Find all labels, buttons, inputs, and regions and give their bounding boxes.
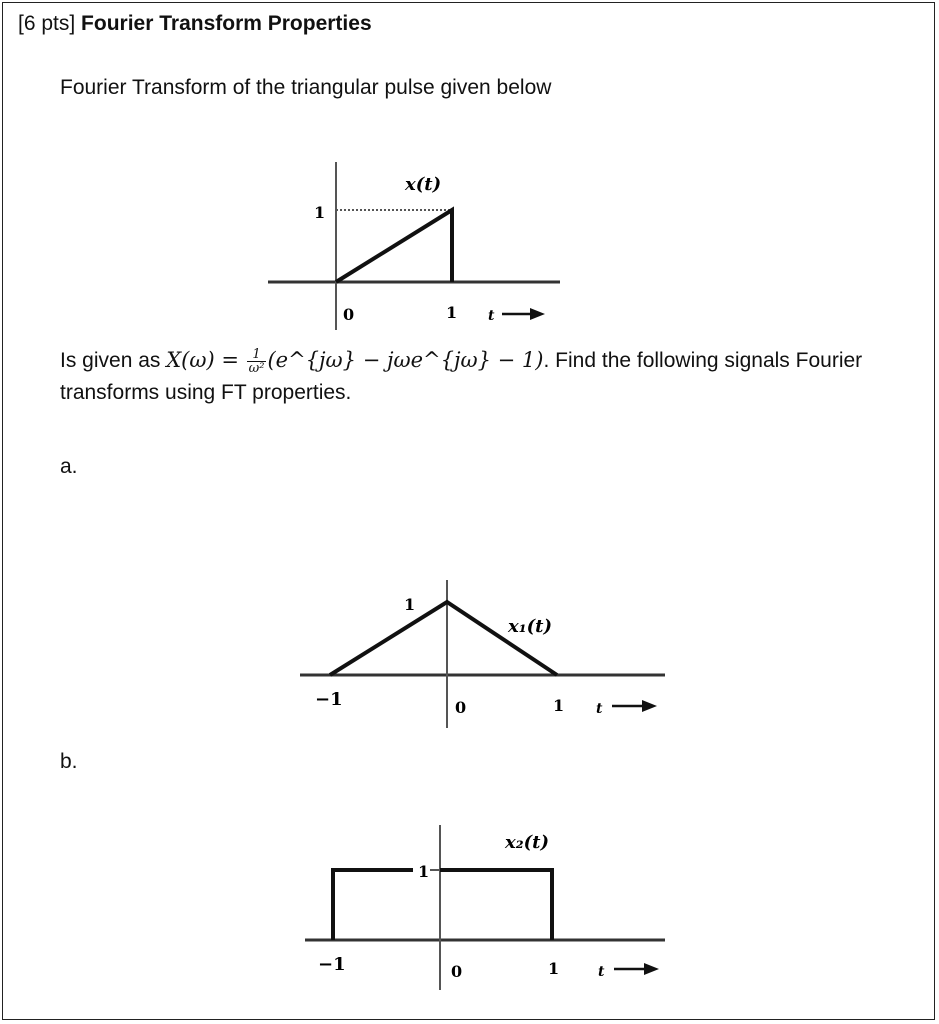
a-x-tick-neg1: −1 [315,689,343,710]
main-x-tick-0: 0 [343,305,355,324]
a-y-tick-1: 1 [404,595,416,614]
given-rhs: (e^{jω} − jωe^{jω} − 1) [267,348,544,372]
points-label: [6 pts] [18,12,76,35]
figure-main [268,162,560,330]
main-x-tick-1: 1 [446,303,458,322]
fraction-denominator: ω² [248,360,265,376]
main-axis-arrow-icon [502,308,545,320]
a-signal-label: x₁(t) [508,616,552,637]
b-axis-arrow-icon [614,963,659,975]
fraction-numerator: 1 [247,348,267,362]
b-x-tick-0: 0 [451,962,463,981]
main-axis-var: t [488,308,495,324]
a-axis-arrow-icon [612,700,657,712]
main-ramp-signal [336,210,452,282]
b-y-tick-1: 1 [418,862,430,881]
b-x-tick-1: 1 [548,959,560,978]
part-a-label: a. [60,455,78,478]
given-prefix: Is given as [60,349,167,372]
b-axis-var: t [598,964,605,980]
main-signal-label: x(t) [405,174,442,195]
b-pulse-right [440,870,552,940]
a-x-tick-1: 1 [553,696,565,715]
part-b-label: b. [60,750,78,773]
b-signal-label: x₂(t) [505,832,549,853]
intro-text: Fourier Transform of the triangular pulse given below [60,76,552,99]
figure-part-a [300,580,665,728]
a-axis-var: t [596,701,603,717]
given-suffix: . Find the following signals Fourier transforms using FT properties. [60,349,863,404]
main-y-tick-1: 1 [314,203,326,222]
given-lhs: X(ω) = [166,348,246,372]
question-title: Fourier Transform Properties [81,12,372,35]
figure-part-b [305,825,665,990]
b-x-tick-neg1: −1 [318,954,346,975]
a-x-tick-0: 0 [455,698,467,717]
b-pulse-left [333,870,413,940]
a-triangle-signal [330,602,557,675]
